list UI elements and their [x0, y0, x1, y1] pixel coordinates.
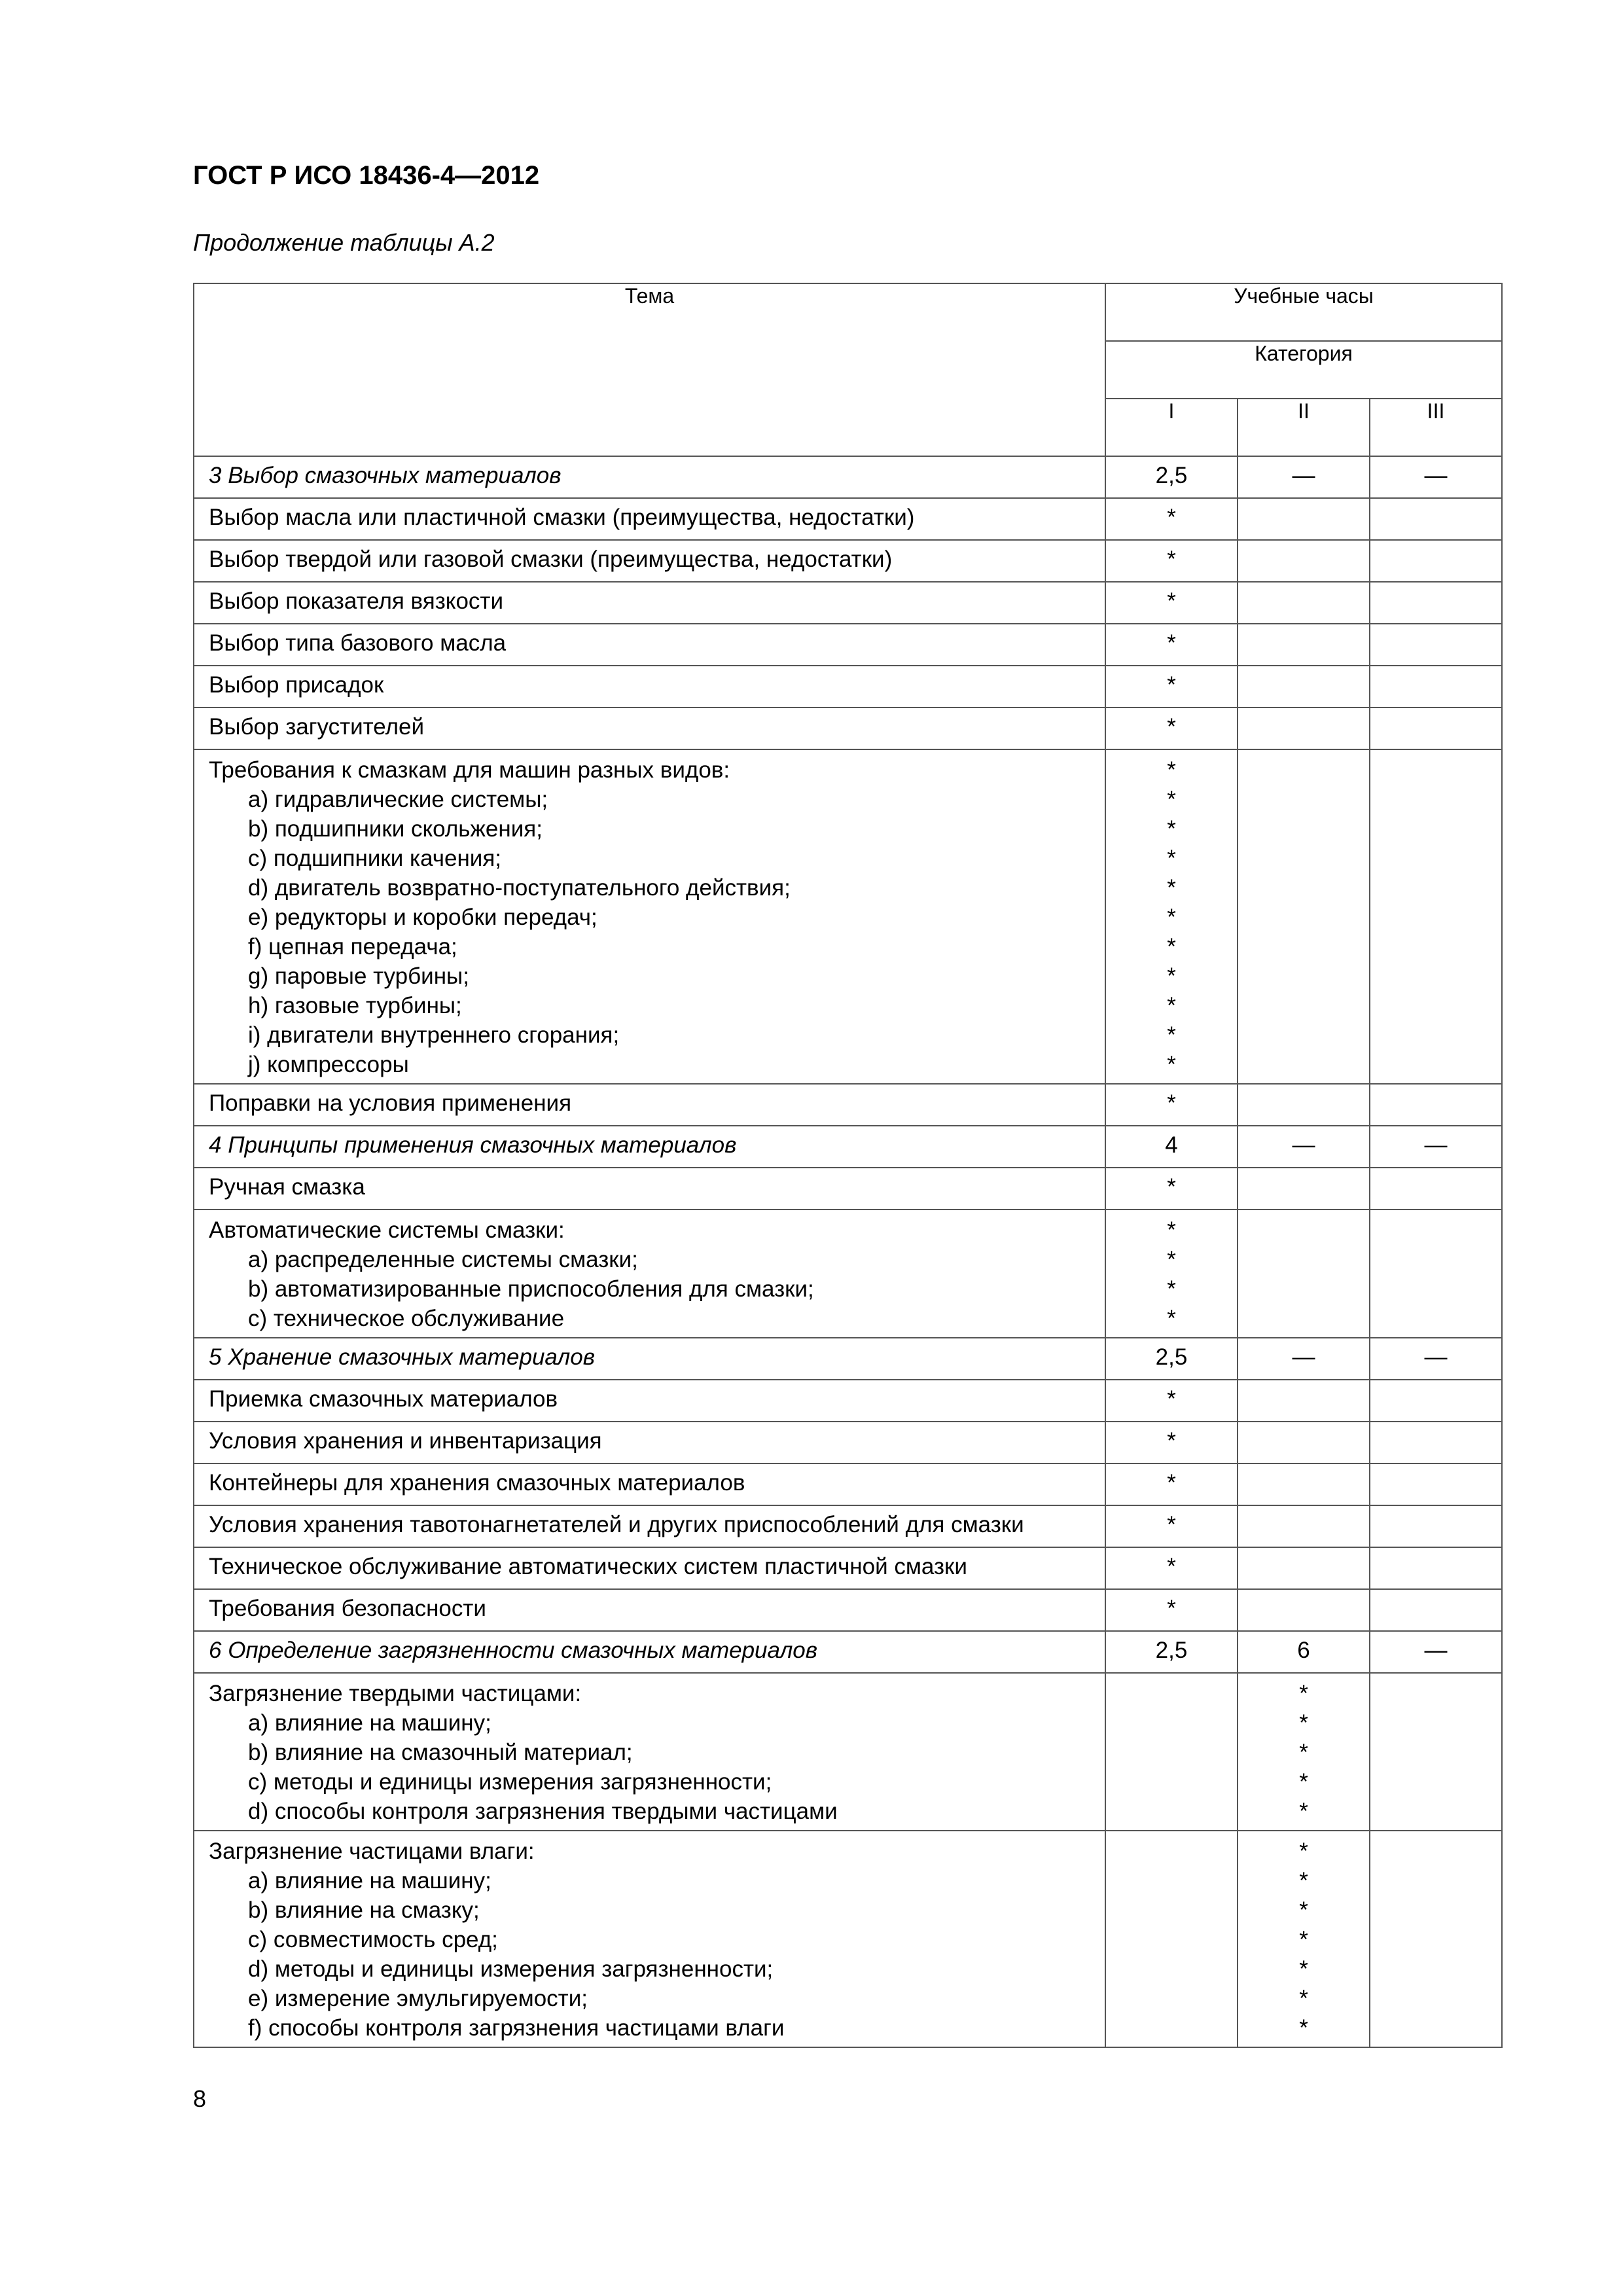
- header-topic: Тема: [194, 283, 1105, 456]
- list-item: h) газовые турбины;: [248, 993, 462, 1018]
- list-item: d) методы и единицы измерения загрязненности;: [248, 1956, 774, 1982]
- list-item: a) влияние на машину;: [248, 1868, 491, 1893]
- row-topic: Контейнеры для хранения смазочных материалов: [194, 1463, 1105, 1505]
- star-mark: *: [1299, 1868, 1308, 1893]
- table-row-section: [194, 1631, 1502, 1673]
- star-mark: *: [1299, 1710, 1308, 1736]
- row-cat2: —: [1238, 456, 1370, 498]
- training-hours-table: [193, 283, 1503, 2048]
- table-caption: Продолжение таблицы А.2: [193, 229, 495, 256]
- list-item: b) подшипники скольжения;: [248, 816, 543, 842]
- row-cat1: *: [1105, 708, 1238, 749]
- row-cat2: [1238, 1589, 1370, 1631]
- row-topic: [194, 1210, 1105, 1338]
- table-row: [194, 1463, 1502, 1505]
- list-item: e) измерение эмульгируемости;: [248, 1986, 588, 2011]
- list-item: b) автоматизированные приспособления для смазки;: [248, 1276, 814, 1302]
- row-cat1: *: [1105, 666, 1238, 708]
- table-row-list: [194, 1673, 1502, 1831]
- list-heading: Загрязнение твердыми частицами:: [209, 1681, 582, 1706]
- row-cat2: [1238, 708, 1370, 749]
- row-cat3: —: [1370, 456, 1502, 498]
- row-cat2: [1238, 624, 1370, 666]
- star-mark: *: [1167, 905, 1176, 930]
- row-topic: 6 Определение загрязненности смазочных материалов: [194, 1631, 1105, 1673]
- star-mark: *: [1167, 934, 1176, 960]
- star-mark: *: [1299, 1740, 1308, 1765]
- list-item: a) распределенные системы смазки;: [248, 1247, 638, 1272]
- table-row: [194, 540, 1502, 582]
- row-cat1: *: [1105, 498, 1238, 540]
- star-mark: *: [1167, 875, 1176, 901]
- row-cat3: [1370, 1463, 1502, 1505]
- row-cat1: 2,5: [1105, 1631, 1238, 1673]
- row-topic: Ручная смазка: [194, 1168, 1105, 1210]
- row-cat2: —: [1238, 1338, 1370, 1380]
- star-mark: *: [1167, 1247, 1176, 1272]
- list-item: f) способы контроля загрязнения частицами влаги: [248, 2015, 785, 2041]
- row-cat1: *: [1105, 582, 1238, 624]
- row-cat1: *: [1105, 1547, 1238, 1589]
- star-mark: *: [1167, 963, 1176, 989]
- row-cat1: *: [1105, 1380, 1238, 1422]
- row-cat3: [1370, 1589, 1502, 1631]
- row-topic: 4 Принципы применения смазочных материалов: [194, 1126, 1105, 1168]
- row-cat2: [1238, 1547, 1370, 1589]
- row-cat3: [1370, 582, 1502, 624]
- row-cat2: [1238, 1505, 1370, 1547]
- row-cat2: [1238, 749, 1370, 1084]
- row-cat1: *: [1105, 540, 1238, 582]
- star-mark: *: [1167, 1217, 1176, 1243]
- star-mark: *: [1167, 757, 1176, 783]
- row-cat2: [1238, 1673, 1370, 1831]
- star-mark: *: [1299, 1799, 1308, 1824]
- row-cat2: [1238, 1084, 1370, 1126]
- row-cat3: —: [1370, 1338, 1502, 1380]
- table-row: [194, 1084, 1502, 1126]
- list-item: b) влияние на смазку;: [248, 1897, 480, 1923]
- document-title: ГОСТ Р ИСО 18436-4—2012: [193, 161, 540, 190]
- star-mark: *: [1299, 1897, 1308, 1923]
- row-cat3: —: [1370, 1631, 1502, 1673]
- row-cat1: *: [1105, 1168, 1238, 1210]
- table-row: [194, 708, 1502, 749]
- row-cat2: [1238, 1380, 1370, 1422]
- row-cat1: 4: [1105, 1126, 1238, 1168]
- star-mark: *: [1299, 2015, 1308, 2041]
- row-cat2: —: [1238, 1126, 1370, 1168]
- list-item: f) цепная передача;: [248, 934, 457, 960]
- star-mark: *: [1167, 846, 1176, 871]
- table-row-section: [194, 456, 1502, 498]
- row-cat2: [1238, 1831, 1370, 2047]
- row-topic: Выбор загустителей: [194, 708, 1105, 749]
- star-mark: *: [1167, 993, 1176, 1018]
- table-row: [194, 624, 1502, 666]
- row-cat1: *: [1105, 1422, 1238, 1463]
- list-heading: Требования к смазкам для машин разных видов:: [209, 757, 730, 783]
- list-item: b) влияние на смазочный материал;: [248, 1740, 633, 1765]
- list-item: i) двигатели внутреннего сгорания;: [248, 1022, 620, 1048]
- row-cat1: *: [1105, 1084, 1238, 1126]
- row-topic: Техническое обслуживание автоматических систем пластичной смазки: [194, 1547, 1105, 1589]
- list-item: c) совместимость сред;: [248, 1927, 498, 1952]
- row-cat2: [1238, 498, 1370, 540]
- row-topic: [194, 1673, 1105, 1831]
- row-cat3: [1370, 708, 1502, 749]
- row-cat2: [1238, 582, 1370, 624]
- row-cat1: [1105, 1673, 1238, 1831]
- row-cat2: [1238, 1168, 1370, 1210]
- row-topic: Выбор твердой или газовой смазки (преимущества, недостатки): [194, 540, 1105, 582]
- row-topic: [194, 1831, 1105, 2047]
- row-cat2: [1238, 666, 1370, 708]
- row-topic: Требования безопасности: [194, 1589, 1105, 1631]
- row-cat1: 2,5: [1105, 1338, 1238, 1380]
- header-cat-3: III: [1370, 399, 1502, 456]
- star-mark: *: [1299, 1927, 1308, 1952]
- row-topic: Условия хранения и инвентаризация: [194, 1422, 1105, 1463]
- row-cat3: [1370, 666, 1502, 708]
- table-row-section: [194, 1338, 1502, 1380]
- row-cat3: [1370, 1380, 1502, 1422]
- star-mark: *: [1167, 787, 1176, 812]
- table-row-list: [194, 1210, 1502, 1338]
- row-cat3: [1370, 1673, 1502, 1831]
- row-cat1: [1105, 1831, 1238, 2047]
- list-item: d) двигатель возвратно-поступательного действия;: [248, 875, 791, 901]
- table-row: [194, 1547, 1502, 1589]
- row-cat3: [1370, 1084, 1502, 1126]
- row-cat1: *: [1105, 1463, 1238, 1505]
- row-topic: Приемка смазочных материалов: [194, 1380, 1105, 1422]
- row-cat3: [1370, 540, 1502, 582]
- header-category: Категория: [1105, 341, 1502, 399]
- page-number: 8: [193, 2085, 207, 2112]
- row-cat2: [1238, 1210, 1370, 1338]
- row-topic: Выбор показателя вязкости: [194, 582, 1105, 624]
- row-cat3: [1370, 1831, 1502, 2047]
- row-topic: Поправки на условия применения: [194, 1084, 1105, 1126]
- row-topic: [194, 749, 1105, 1084]
- row-cat1: *: [1105, 624, 1238, 666]
- list-item: c) техническое обслуживание: [248, 1306, 565, 1331]
- row-cat3: [1370, 1422, 1502, 1463]
- star-mark: *: [1167, 1022, 1176, 1048]
- list-item: a) влияние на машину;: [248, 1710, 491, 1736]
- list-item: j) компрессоры: [248, 1052, 409, 1077]
- list-item: g) паровые турбины;: [248, 963, 469, 989]
- table-row: [194, 582, 1502, 624]
- row-cat2: 6: [1238, 1631, 1370, 1673]
- row-cat3: —: [1370, 1126, 1502, 1168]
- star-mark: *: [1299, 1956, 1308, 1982]
- list-heading: Автоматические системы смазки:: [209, 1217, 565, 1243]
- star-mark: *: [1167, 1306, 1176, 1331]
- list-item: c) методы и единицы измерения загрязненности;: [248, 1769, 772, 1795]
- table-row: [194, 498, 1502, 540]
- table-row-list: [194, 1831, 1502, 2047]
- row-cat3: [1370, 1505, 1502, 1547]
- row-cat3: [1370, 1547, 1502, 1589]
- row-topic: Выбор масла или пластичной смазки (преимущества, недостатки): [194, 498, 1105, 540]
- row-cat3: [1370, 749, 1502, 1084]
- list-item: e) редукторы и коробки передач;: [248, 905, 597, 930]
- header-cat-2: II: [1238, 399, 1370, 456]
- row-topic: Условия хранения тавотонагнетателей и других приспособлений для смазки: [194, 1505, 1105, 1547]
- table-row: [194, 1505, 1502, 1547]
- row-cat3: [1370, 1210, 1502, 1338]
- list-item: c) подшипники качения;: [248, 846, 502, 871]
- row-cat1: *: [1105, 1589, 1238, 1631]
- row-topic: Выбор типа базового масла: [194, 624, 1105, 666]
- table-row: [194, 1380, 1502, 1422]
- row-cat1: *: [1105, 1505, 1238, 1547]
- table-row: [194, 1422, 1502, 1463]
- row-topic: Выбор присадок: [194, 666, 1105, 708]
- row-topic: 5 Хранение смазочных материалов: [194, 1338, 1105, 1380]
- row-cat3: [1370, 1168, 1502, 1210]
- table-row: [194, 1589, 1502, 1631]
- table-row-list: [194, 749, 1502, 1084]
- row-cat2: [1238, 540, 1370, 582]
- list-item: a) гидравлические системы;: [248, 787, 548, 812]
- row-cat2: [1238, 1422, 1370, 1463]
- star-mark: *: [1299, 1839, 1308, 1864]
- star-mark: *: [1167, 1052, 1176, 1077]
- row-cat1: [1105, 1210, 1238, 1338]
- table-row-section: [194, 1126, 1502, 1168]
- list-heading: Загрязнение частицами влаги:: [209, 1839, 535, 1864]
- star-mark: *: [1299, 1986, 1308, 2011]
- row-cat3: [1370, 498, 1502, 540]
- row-cat1: [1105, 749, 1238, 1084]
- header-hours: Учебные часы: [1105, 283, 1502, 341]
- row-cat1: 2,5: [1105, 456, 1238, 498]
- header-cat-1: I: [1105, 399, 1238, 456]
- table-row: [194, 666, 1502, 708]
- list-item: d) способы контроля загрязнения твердыми частицами: [248, 1799, 838, 1824]
- star-mark: *: [1167, 816, 1176, 842]
- table-row: [194, 1168, 1502, 1210]
- row-topic: 3 Выбор смазочных материалов: [194, 456, 1105, 498]
- star-mark: *: [1299, 1769, 1308, 1795]
- star-mark: *: [1299, 1681, 1308, 1706]
- star-mark: *: [1167, 1276, 1176, 1302]
- row-cat2: [1238, 1463, 1370, 1505]
- row-cat3: [1370, 624, 1502, 666]
